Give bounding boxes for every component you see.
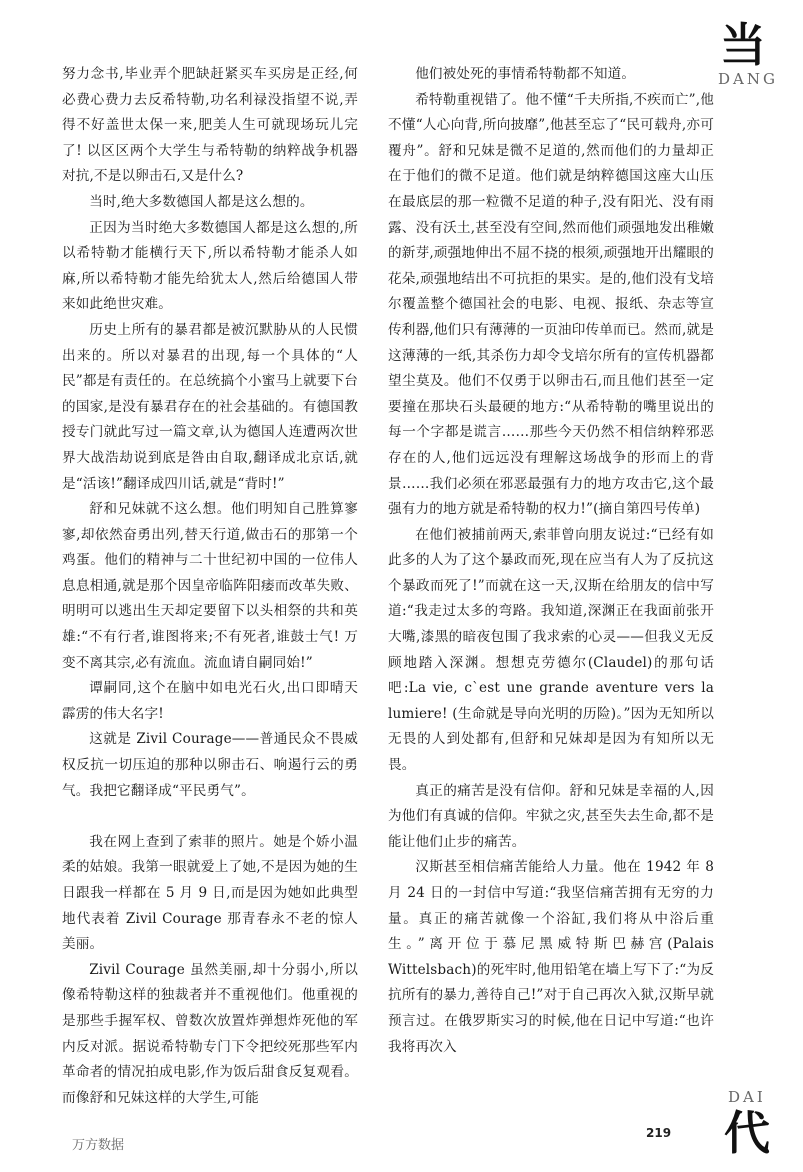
- brand-latin-bottom: DAI: [728, 1088, 766, 1106]
- paragraph: 努力念书,毕业弄个肥缺赶紧买车买房是正经,何必费心费力去反希特勒,功名利禄没指望不说,弄得不好盖世太保一来,肥美人生可就现场玩儿完了! 以区区两个大学生与希特勒的纳粹战争机器对抗,不是以卵击石,又是什么?: [62, 66, 358, 185]
- footer-source-label: 万方数据: [72, 1138, 125, 1153]
- paragraph: 他们被处死的事情希特勒都不知道。: [415, 66, 636, 82]
- paragraph: 希特勒重视错了。他不懂“千夫所指,不疾而亡”,他不懂“人心向背,所向披靡”,他甚至忘了“民可载舟,亦可覆舟”。舒和兄妹是微不足道的,然而他们的力量却正在于他们的微不足道。他们就是纳粹德国这座大山压在最底层的那一粒微不足道的种子,没有阳光、没有雨露、没有沃土,甚至没有空间,然而他们顽强地发出稚嫩的新芽,顽强地伸出不屈不挠的根须,顽强地开出耀眼的花朵,顽强地结出不可抗拒的果实。是的,他们没有戈培尔覆盖整个德国社会的电影、电视、报纸、杂志等宣传利器,他们只有薄薄的一页油印传单而已。然而,就是这薄薄的一纸,其杀伤力却令戈培尔所有的宣传机器都望尘莫及。他们不仅勇于以卵击石,而且他们甚至一定要撞在那块石头最硬的地方:“从希特勒的嘴里说出的每一个字都是谎言……那些今天仍然不相信纳粹邪恶存在的人,他们远远没有理解这场战争的形而上的背景……我们必须在邪恶最强有力的地方攻击它,这个最强有力的地方就是希特勒的权力!”(摘自第四号传单): [388, 91, 714, 518]
- paragraph: 汉斯甚至相信痛苦能给人力量。他在 1942 年 8 月 24 日的一封信中写道:“我坚信痛苦拥有无穷的力量。真正的痛苦就像一个浴缸,我们将从中浴后重生。”离开位于慕尼黑威特斯巴赫宫(Palais Wittelsbach)的死牢时,他用铅笔在墙上写下了:“为反抗所有的暴力,善待自己!”对于自己再次入狱,汉斯早就预言过。在俄罗斯实习的时候,他在日记中写道:“也许我将再次入: [388, 859, 714, 1055]
- section-break: [62, 804, 358, 830]
- brand-latin-top: DANG: [718, 70, 778, 88]
- right-text-column: [388, 62, 714, 1060]
- left-text-column: [62, 62, 358, 1111]
- paragraph: 这就是 Zivil Courage——普通民众不畏威权反抗一切压迫的那种以卵击石、响遏行云的勇气。我把它翻译成“平民勇气”。: [62, 731, 358, 799]
- paragraph: Zivil Courage 虽然美丽,却十分弱小,所以像希特勒这样的独裁者并不重视他们。他重视的是那些手握军权、曾数次放置炸弹想炸死他的军内反对派。据说希特勒专门下令把绞死那些军内革命者的情况拍成电影,作为饭后甜食反复观看。而像舒和兄妹这样的大学生,可能: [62, 961, 358, 1106]
- brand-mark-top: 当: [720, 18, 766, 72]
- paragraph: 我在网上查到了索菲的照片。她是个娇小温柔的姑娘。我第一眼就爱上了她,不是因为她的生日跟我一样都在 5 月 9 日,而是因为她如此典型地代表着 Zivil Courage 那青春永不老的惊人美丽。: [62, 833, 358, 953]
- paragraph: 真正的痛苦是没有信仰。舒和兄妹是幸福的人,因为他们有真诚的信仰。牢狱之灾,甚至失去生命,都不是能让他们止步的痛苦。: [388, 782, 714, 850]
- paragraph: 舒和兄妹就不这么想。他们明知自己胜算寥寥,却依然奋勇出列,替天行道,做击石的那第一个鸡蛋。他们的精神与二十世纪初中国的一位伟人息息相通,就是那个因皇帝临阵阳痿而改革失败、明明可以逃出生天却定要留下以头相祭的共和英雄:“不有行者,谁图将来;不有死者,谁鼓士气! 万变不离其宗,必有流血。流血请自嗣同始!”: [62, 501, 358, 671]
- brand-mark-bottom: 代: [724, 1106, 770, 1160]
- page-number: 219: [646, 1126, 672, 1140]
- paragraph: 谭嗣同,这个在脑中如电光石火,出口即晴天霹雳的伟大名字!: [62, 680, 358, 722]
- paragraph: 在他们被捕前两天,索菲曾向朋友说过:“已经有如此多的人为了这个暴政而死,现在应当有人为了反抗这个暴政而死了!”而就在这一天,汉斯在给朋友的信中写道:“我走过太多的弯路。我知道,深渊正在我面前张开大嘴,漆黑的暗夜包围了我求索的心灵——但我义无反顾地踏入深渊。想想克劳德尔(Claudel)的那句话吧:La vie, c`est une grande aventure vers la lumiere! (生命就是导向光明的历险)。”因为无知所以无畏的人到处都有,但舒和兄妹却是因为有知所以无畏。: [388, 526, 714, 774]
- paragraph: 当时,绝大多数德国人都是这么想的。: [89, 193, 314, 210]
- paragraph: 正因为当时绝大多数德国人都是这么想的,所以希特勒才能横行天下,所以希特勒才能杀人如麻,所以希特勒才能先给犹太人,然后给德国人带来如此绝世灾难。: [62, 219, 358, 313]
- paragraph: 历史上所有的暴君都是被沉默胁从的人民惯出来的。所以对暴君的出现,每一个具体的“人民”都是有责任的。在总统搞个小蜜马上就要下台的国家,是没有暴君存在的社会基础的。有德国教授专门就此写过一篇文章,认为德国人连遭两次世界大战浩劫说到底是咎由自取,翻译成北京话,就是“活该!”翻译成四川话,就是“背时!”: [62, 321, 358, 492]
